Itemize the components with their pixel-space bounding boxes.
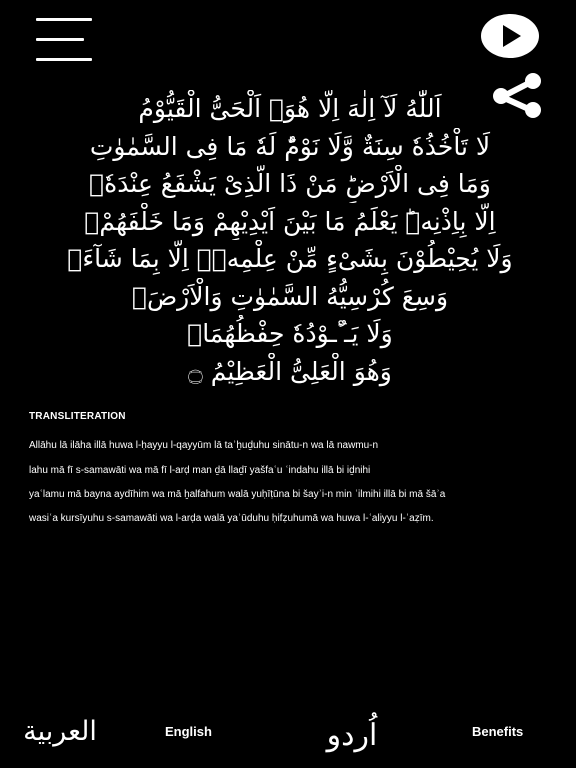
transliteration-line: Allāhu lā ilāha illā huwa l-ḥayyu l-qayyūm lā taʾḫuḏuhu sinātu-n wa lā nawmu-n (29, 440, 379, 451)
tab-english[interactable]: English (165, 724, 212, 739)
tab-benefits[interactable]: Benefits (472, 724, 524, 739)
play-icon (481, 14, 539, 58)
verse-line: وَسِعَ كُرْسِیُّهُ السَّمٰوٰتِ وَالْاَرْضَۚ (131, 281, 449, 311)
verse-line: اَللّٰهُ لَآ اِلٰهَ اِلَّا هُوَۚ اَلْحَیُّ الْقَیُّوْمُ (138, 94, 442, 123)
verse-line: اِلَّا بِاِذْنِهٖؕ یَعْلَمُ مَا بَیْنَ اَیْدِیْهِمْ وَمَا خَلْفَهُمْۚ (84, 206, 496, 236)
verse-line: لَا تَاْخُذُهٗ سِنَةٌ وَّلَا نَوْمٌؕ لَهٗ مَا فِی السَّمٰوٰتِ (89, 131, 491, 161)
ayat-al-kursi-arabic-text (30, 90, 550, 390)
verse-line: وَمَا فِی الْاَرْضِؕ مَنْ ذَا الَّذِیْ یَشْفَعُ عِنْدَهٗۤ (89, 169, 491, 198)
play-button[interactable] (481, 14, 539, 58)
tab-urdu[interactable]: اُردو (326, 718, 378, 753)
verse-line: وَهُوَ الْعَلِیُّ الْعَظِیْمُ ۝ (188, 356, 392, 386)
transliteration-line: lahu mā fī s-samawāti wa mā fī l-arḍ man ḏā llaḏī yašfaʿu ʿindahu illā bi iḏnihi (29, 465, 371, 476)
tab-arabic[interactable]: العربية (23, 716, 97, 747)
transliteration-line: yaʿlamu mā bayna aydīhim wa mā ḫalfahum walā yuḥīṭūna bi šayʾi-n min ʿilmihi illā bi mā šāʾa (29, 489, 446, 500)
menu-icon-line (36, 38, 84, 41)
verse-line: وَلَا یَـٴُـوْدُهٗ حِفْظُهُمَاۚ (187, 319, 393, 348)
menu-icon-line (36, 18, 92, 21)
transliteration-line: wasiʿa kursīyuhu s-samawāti wa l-arḍa walā yaʾūduhu ḥifẓuhumā wa huwa l-ʿaliyyu l-ʿaẓīm. (29, 513, 434, 524)
transliteration-heading: TRANSLITERATION (29, 411, 126, 422)
menu-icon-line (36, 58, 92, 61)
menu-button[interactable] (36, 16, 94, 62)
verse-line: وَلَا یُحِیْطُوْنَ بِشَیْءٍ مِّنْ عِلْمِهٖۤ اِلَّا بِمَا شَآءَۚ (67, 244, 513, 273)
